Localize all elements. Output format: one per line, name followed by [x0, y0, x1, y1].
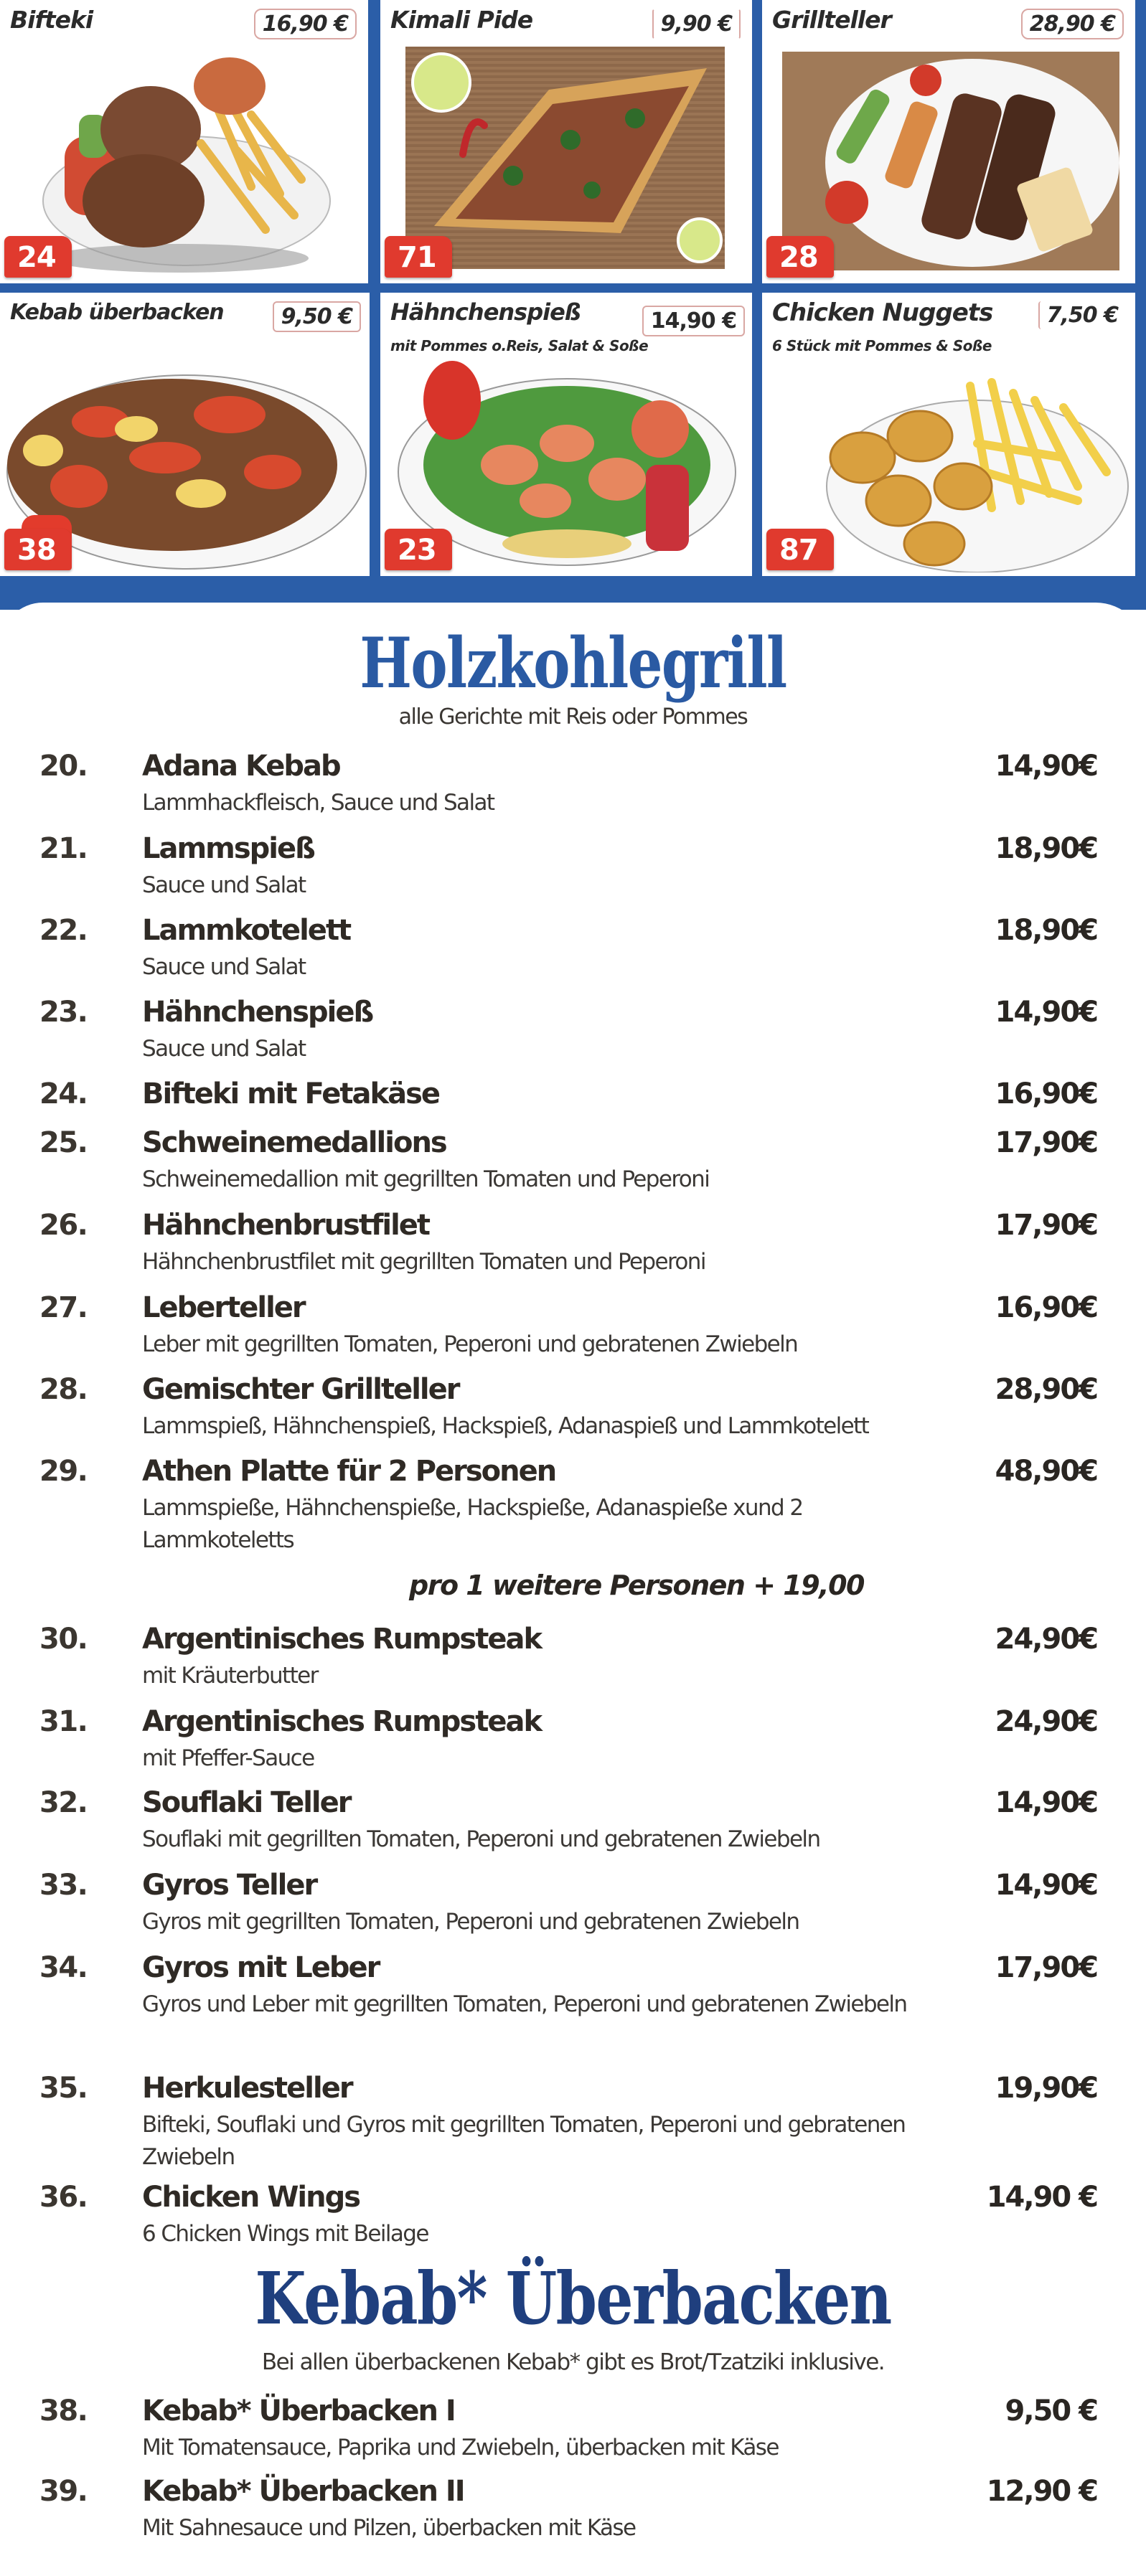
- item-price: 17,90€: [995, 1209, 1097, 1242]
- photo-tile-haehnchenspiess[interactable]: [380, 293, 752, 576]
- item-number-badge: 87: [766, 529, 834, 570]
- extra-person-note: pro 1 weitere Personen + 19,00: [409, 1570, 864, 1601]
- item-description: mit Kräuterbutter: [142, 1663, 318, 1689]
- photo-tile-grillteller[interactable]: [762, 0, 1135, 283]
- item-description: Sauce und Salat: [142, 954, 306, 980]
- item-description: Mit Sahnesauce und Pilzen, überbacken mit Käse: [142, 2515, 636, 2541]
- item-description: Mit Tomatensauce, Paprika und Zwiebeln, überbacken mit Käse: [142, 2435, 779, 2461]
- item-price: 24,90€: [995, 1705, 1097, 1738]
- item-description: Sauce und Salat: [142, 872, 306, 898]
- item-price: 16,90€: [995, 1077, 1097, 1110]
- item-number: 30.: [39, 1623, 88, 1656]
- item-number: 20.: [39, 750, 88, 783]
- item-price: 19,90€: [995, 2072, 1097, 2105]
- item-description: Gyros und Leber mit gegrillten Tomaten, Peperoni und gebratenen Zwiebeln: [142, 1991, 907, 2017]
- tile-price: 9,90 €: [652, 9, 741, 39]
- kimali-pide-photo: [405, 47, 725, 269]
- item-number-badge: 71: [385, 236, 452, 278]
- tile-price: 16,90 €: [254, 9, 357, 39]
- item-price: 18,90€: [995, 914, 1097, 947]
- item-description: Lammspieße, Hähnchenspieße, Hackspieße, Adanaspieße xund 2 Lammkoteletts: [142, 1495, 803, 1553]
- item-name: Athen Platte für 2 Personen: [142, 1455, 556, 1488]
- item-description: Leber mit gegrillten Tomaten, Peperoni und gebratenen Zwiebeln: [142, 1331, 798, 1357]
- item-price: 28,90€: [995, 1373, 1097, 1406]
- item-number-badge: 28: [766, 236, 834, 278]
- photo-grid: [0, 0, 1146, 610]
- item-price: 14,90€: [995, 996, 1097, 1029]
- item-number-badge: 24: [4, 236, 72, 278]
- photo-tile-bifteki[interactable]: [0, 0, 368, 283]
- photo-tile-kimali-pide[interactable]: [380, 0, 752, 283]
- item-name: Argentinisches Rumpsteak: [142, 1705, 542, 1738]
- tile-subtitle: 6 Stück mit Pommes & Soße: [772, 337, 992, 354]
- item-number: 36.: [39, 2181, 88, 2214]
- item-name: Kebab* Überbacken I: [142, 2395, 455, 2428]
- item-name: Schweinemedallions: [142, 1126, 446, 1159]
- item-number: 32.: [39, 1786, 88, 1819]
- item-price: 14,90€: [995, 750, 1097, 783]
- section-subtitle-kebab-ueberbacken: Bei allen überbackenen Kebab* gibt es Brot/Tzatziki inklusive.: [261, 2349, 885, 2375]
- item-price: 12,90 €: [986, 2475, 1097, 2508]
- item-number: 34.: [39, 1951, 88, 1984]
- item-name: Gyros mit Leber: [142, 1951, 380, 1984]
- item-number: 28.: [39, 1373, 88, 1406]
- item-name: Lammkotelett: [142, 914, 351, 947]
- tile-price: 14,90 €: [642, 306, 745, 336]
- item-number-badge: 38: [4, 529, 72, 570]
- tile-title: Chicken Nuggets: [772, 298, 993, 327]
- section-title-kebab-ueberbacken: Kebab* Überbacken: [255, 2256, 891, 2341]
- item-description: 6 Chicken Wings mit Beilage: [142, 2221, 428, 2247]
- item-number: 22.: [39, 914, 88, 947]
- tile-price: 9,50 €: [273, 301, 361, 332]
- item-price: 14,90€: [995, 1869, 1097, 1902]
- item-name: Kebab* Überbacken II: [142, 2475, 464, 2508]
- tile-title: Hähnchenspieß: [390, 298, 581, 326]
- tile-title: Kebab überbacken: [10, 300, 224, 325]
- item-name: Lammspieß: [142, 832, 314, 865]
- item-price: 48,90€: [995, 1455, 1097, 1488]
- item-name: Herkulesteller: [142, 2072, 352, 2105]
- item-name: Souflaki Teller: [142, 1786, 351, 1819]
- item-number: 29.: [39, 1455, 88, 1488]
- item-price: 24,90€: [995, 1623, 1097, 1656]
- item-number-badge: 23: [385, 529, 452, 570]
- item-name: Chicken Wings: [142, 2181, 360, 2214]
- photo-tile-chicken-nuggets[interactable]: [762, 293, 1135, 576]
- item-number: 35.: [39, 2072, 88, 2105]
- item-number: 31.: [39, 1705, 88, 1738]
- item-number: 33.: [39, 1869, 88, 1902]
- item-number: 25.: [39, 1126, 88, 1159]
- item-description: Hähnchenbrustfilet mit gegrillten Tomaten und Peperoni: [142, 1249, 705, 1275]
- item-description: Gyros mit gegrillten Tomaten, Peperoni und gebratenen Zwiebeln: [142, 1909, 799, 1935]
- tile-title: Bifteki: [10, 6, 93, 34]
- item-name: Gemischter Grillteller: [142, 1373, 459, 1406]
- item-description: Lammspieß, Hähnchenspieß, Hackspieß, Adanaspieß und Lammkotelett: [142, 1413, 869, 1439]
- item-description: mit Pfeffer-Sauce: [142, 1745, 314, 1771]
- item-number: 38.: [39, 2395, 88, 2428]
- item-name: Argentinisches Rumpsteak: [142, 1623, 542, 1656]
- item-number: 26.: [39, 1209, 88, 1242]
- item-name: Adana Kebab: [142, 750, 340, 783]
- item-price: 18,90€: [995, 832, 1097, 865]
- item-name: Bifteki mit Fetakäse: [142, 1077, 440, 1110]
- item-price: 14,90€: [995, 1786, 1097, 1819]
- item-number: 24.: [39, 1077, 88, 1110]
- tile-title: Kimali Pide: [390, 6, 533, 34]
- item-description: Sauce und Salat: [142, 1036, 306, 1062]
- item-number: 39.: [39, 2475, 88, 2508]
- item-name: Hähnchenbrustfilet: [142, 1209, 430, 1242]
- tile-price: 28,90 €: [1021, 9, 1124, 39]
- tile-title: Grillteller: [772, 6, 891, 34]
- item-description: Souflaki mit gegrillten Tomaten, Peperoni und gebratenen Zwiebeln: [142, 1826, 820, 1852]
- section-title-holzkohlegrill: Holzkohlegrill: [360, 623, 786, 704]
- item-description: Bifteki, Souflaki und Gyros mit gegrillten Tomaten, Peperoni und gebratenen Zwiebeln: [142, 2112, 906, 2170]
- item-price: 14,90 €: [986, 2181, 1097, 2214]
- item-price: 9,50 €: [1005, 2395, 1097, 2428]
- tile-subtitle: mit Pommes o.Reis, Salat & Soße: [390, 337, 649, 354]
- grillteller-photo: [782, 52, 1119, 270]
- item-description: Lammhackfleisch, Sauce und Salat: [142, 790, 494, 816]
- item-description: Schweinemedallion mit gegrillten Tomaten und Peperoni: [142, 1166, 710, 1192]
- item-number: 21.: [39, 832, 88, 865]
- item-name: Leberteller: [142, 1291, 305, 1324]
- item-name: Gyros Teller: [142, 1869, 317, 1902]
- section-subtitle-holzkohlegrill: alle Gerichte mit Reis oder Pommes: [398, 704, 748, 730]
- item-number: 27.: [39, 1291, 88, 1324]
- item-price: 17,90€: [995, 1126, 1097, 1159]
- bifteki-photo: [36, 43, 337, 273]
- item-name: Hähnchenspieß: [142, 996, 373, 1029]
- item-number: 23.: [39, 996, 88, 1029]
- tile-price: 7,50 €: [1038, 301, 1125, 329]
- item-price: 16,90€: [995, 1291, 1097, 1324]
- item-price: 17,90€: [995, 1951, 1097, 1984]
- photo-tile-kebab-ueberbacken[interactable]: [0, 293, 370, 576]
